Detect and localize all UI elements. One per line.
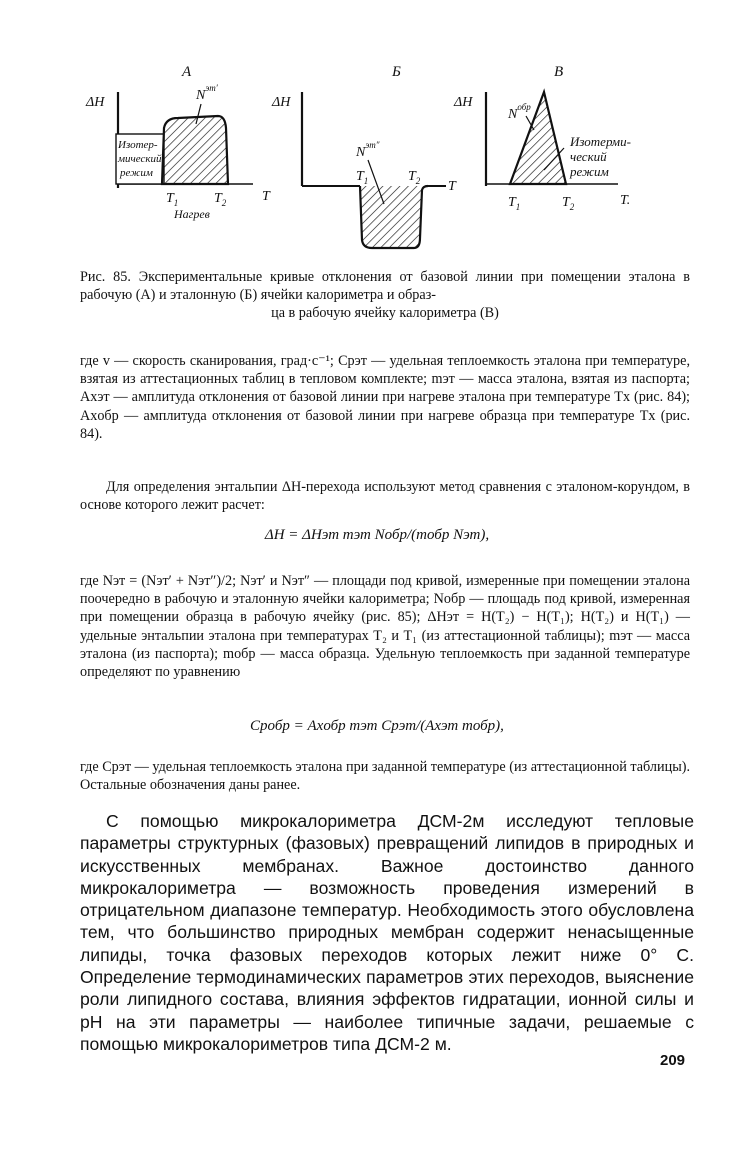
panel-c [453,64,631,212]
panel-c-iso-text-2: ческий [570,149,607,164]
paragraph-2: Для определения энтальпии ΔH-перехода используют метод сравнения с эталоном-корундом, в основе которого лежит расчет: [80,479,690,514]
paragraph-definitions [80,572,690,681]
panel-c-t2: $T_2$ [562,195,575,212]
panel-b-title: Б [392,64,401,80]
paragraph-notes [80,758,690,794]
equation-enthalpy: ΔH = ΔHэт mэт Nобр/(mобр Nэт), [264,527,490,543]
equation-heat-capacity: Cpобр = Axобр mэт Cpэт/(Axэт mобр), [250,718,504,734]
panel-a-t2: $T_2$ [214,191,227,208]
panel-a-iso-text-2: мический [118,153,162,165]
panel-a-dh-label: ΔH [86,95,105,110]
panel-c-t: T. [620,193,631,208]
figure-caption-last-line: ца в рабочую ячейку калориметра (В) [271,305,499,321]
panel-c-dh-label: ΔH [454,95,473,110]
panel-b [271,64,457,248]
paragraph-method [80,478,690,514]
panel-a-curve [162,116,228,184]
paragraph-main [80,810,694,1055]
paragraph-variables [80,352,690,443]
figure-caption-text: Рис. 85. Экспериментальные кривые отклонения от базовой линии при помещении эталона в рабочую (А) и эталонную (Б) ячейки калориметра и образ- [80,269,690,303]
paragraph-5: С помощью микрокалориметра ДСМ-2м исследуют тепловые параметры структурных (фазовых) превращений липидов в природных и искусственных мембранах. Важное достоинство данного микрокалориметра — возможность проведения измерений в отрицательном диапазоне температур. Необходимость этого обусловлена тем, что большинство природных мембран содержит ненасыщенные липиды, точка фазовых переходов которых лежит ниже 0° С. Определение термодинамических параметров этих переходов, выяснение роли липидного состава, влияния эффектов гидратации, ионной силы и pH на эти параметры — наиболее типичные задачи, решаемые с помощью микрокалориметров типа ДСМ-2 м. [80,811,694,1054]
panel-a-n-label: $N^{эт'}$ [196,83,218,103]
page-number: 209 [660,1052,686,1069]
paragraph-3: где Nэт = (Nэт′ + Nэт″)/2; Nэт′ и Nэт″ — площади под кривой, измеренные при помещении эталона поочередно в рабочую и эталонную ячейки калориметра; Nобр — площадь под кривой, измеренная при помещении образца в рабочую ячейку (рис. 85); ΔHэт = H(T₂) − H(T₁); H(T₂) и H(T₁) — удельные энтальпии эталона при температурах T₂ и T₁ (из аттестационной таблицы); mэт — масса эталона (из паспорта); mобр — масса образца. Удельную теплоемкость при заданной температуре определяют по уравнению [80,573,690,681]
figure-85 [0,0,754,265]
panel-a-t: T [262,189,270,204]
figure-caption [80,268,690,322]
panel-a-iso-text-3: режим [120,167,153,179]
panel-c-n-label: $N^{обр}$ [508,102,531,122]
panel-a-iso-text-1: Изотер- [118,139,158,151]
panel-a-title: А [182,64,192,80]
panel-c-title: В [554,64,564,80]
panel-a-t1: $T_1$ [166,191,179,208]
panel-b-t2: $T_2$ [408,169,421,186]
panel-c-iso-text-1: Изотерми- [570,134,631,149]
panel-b-dh-label: ΔH [272,95,291,110]
panel-b-t: T [448,179,456,194]
panel-b-t1: $T_1$ [356,169,369,186]
panel-c-t1: $T_1$ [508,195,521,212]
paragraph-1: где v — скорость сканирования, град·с⁻¹; Cpэт — удельная теплоемкость эталона при температуре, взятая из аттестационных таблиц в тепловом комплекте; mэт — масса эталона, взятая из паспорта; Axэт — амплитуда отклонения от базовой линии при нагреве эталона при температуре Tx (рис. 84); Axобр — амплитуда отклонения от базовой линии при нагреве образца при температуре Tx (рис. 84). [80,353,690,442]
panel-a [85,64,271,221]
panel-b-curve [360,186,428,248]
panel-b-n-label: $N^{эт''}$ [356,140,380,160]
panel-c-iso-text-3: режим [570,164,609,179]
panel-a-heat-label: Нагрев [174,207,210,221]
paragraph-4: где Cpэт — удельная теплоемкость эталона при заданной температуре (из аттестационной таблицы). Остальные обозначения даны ранее. [80,759,690,794]
